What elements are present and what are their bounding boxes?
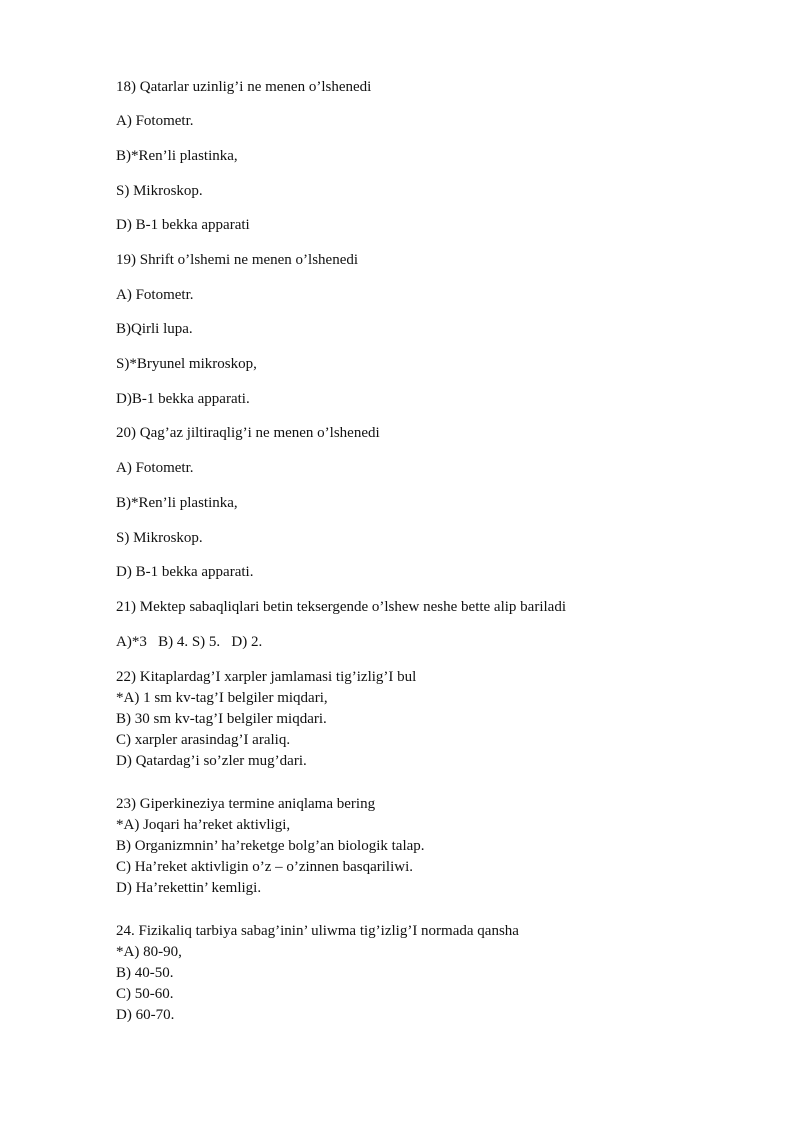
- answer-line: C) xarpler arasindag’I araliq.: [116, 732, 291, 748]
- answer-line: S) Mikroskop.: [116, 530, 203, 546]
- answer-line: A) Fotometr.: [116, 287, 194, 303]
- answer-line: A)*3 B) 4. S) 5. D) 2.: [116, 634, 263, 650]
- question-20: 20) Qag’az jiltiraqlig’i ne menen o’lshenedi: [116, 425, 380, 441]
- answer-line: *A) Joqari ha’reket aktivligi,: [116, 817, 291, 833]
- question-24: 24. Fizikaliq tarbiya sabag’inin’ uliwma tig’izlig’I normada qansha: [116, 923, 519, 939]
- answer-line: *A) 80-90,: [116, 944, 182, 960]
- answer-line: B) 30 sm kv-tag’I belgiler miqdari.: [116, 711, 327, 727]
- answer-line: *A) 1 sm kv-tag’I belgiler miqdari,: [116, 690, 328, 706]
- question-23: 23) Giperkineziya termine aniqlama bering: [116, 796, 376, 812]
- answer-line: B) Organizmnin’ ha’reketge bolg’an biologik talap.: [116, 838, 425, 854]
- question-18: 18) Qatarlar uzinlig’i ne menen o’lshenedi: [116, 79, 372, 95]
- answer-line: C) Ha’reket aktivligin o’z – o’zinnen basqariliwi.: [116, 859, 413, 875]
- answer-line: D)B-1 bekka apparati.: [116, 391, 250, 407]
- answer-line: A) Fotometr.: [116, 113, 194, 129]
- answer-line: B) 40-50.: [116, 965, 174, 981]
- answer-line: S) Mikroskop.: [116, 183, 203, 199]
- answer-line: D) Ha’rekettin’ kemligi.: [116, 880, 262, 896]
- answer-line: B)*Ren’li plastinka,: [116, 148, 238, 164]
- answer-line: S)*Bryunel mikroskop,: [116, 356, 257, 372]
- answer-line: D) Qatardag’i so’zler mug’dari.: [116, 753, 307, 769]
- answer-line: B)Qirli lupa.: [116, 321, 193, 337]
- answer-line: D) B-1 bekka apparati.: [116, 564, 254, 580]
- answer-line: D) 60-70.: [116, 1007, 175, 1023]
- answer-line: B)*Ren’li plastinka,: [116, 495, 238, 511]
- question-21: 21) Mektep sabaqliqlari betin teksergende o’lshew neshe bette alip bariladi: [116, 599, 566, 615]
- question-19: 19) Shrift o’lshemi ne menen o’lshenedi: [116, 252, 359, 268]
- answer-line: A) Fotometr.: [116, 460, 194, 476]
- question-22: 22) Kitaplardag’I xarpler jamlamasi tig’izlig’I bul: [116, 669, 417, 685]
- answer-line: D) B-1 bekka apparati: [116, 217, 250, 233]
- answer-line: C) 50-60.: [116, 986, 174, 1002]
